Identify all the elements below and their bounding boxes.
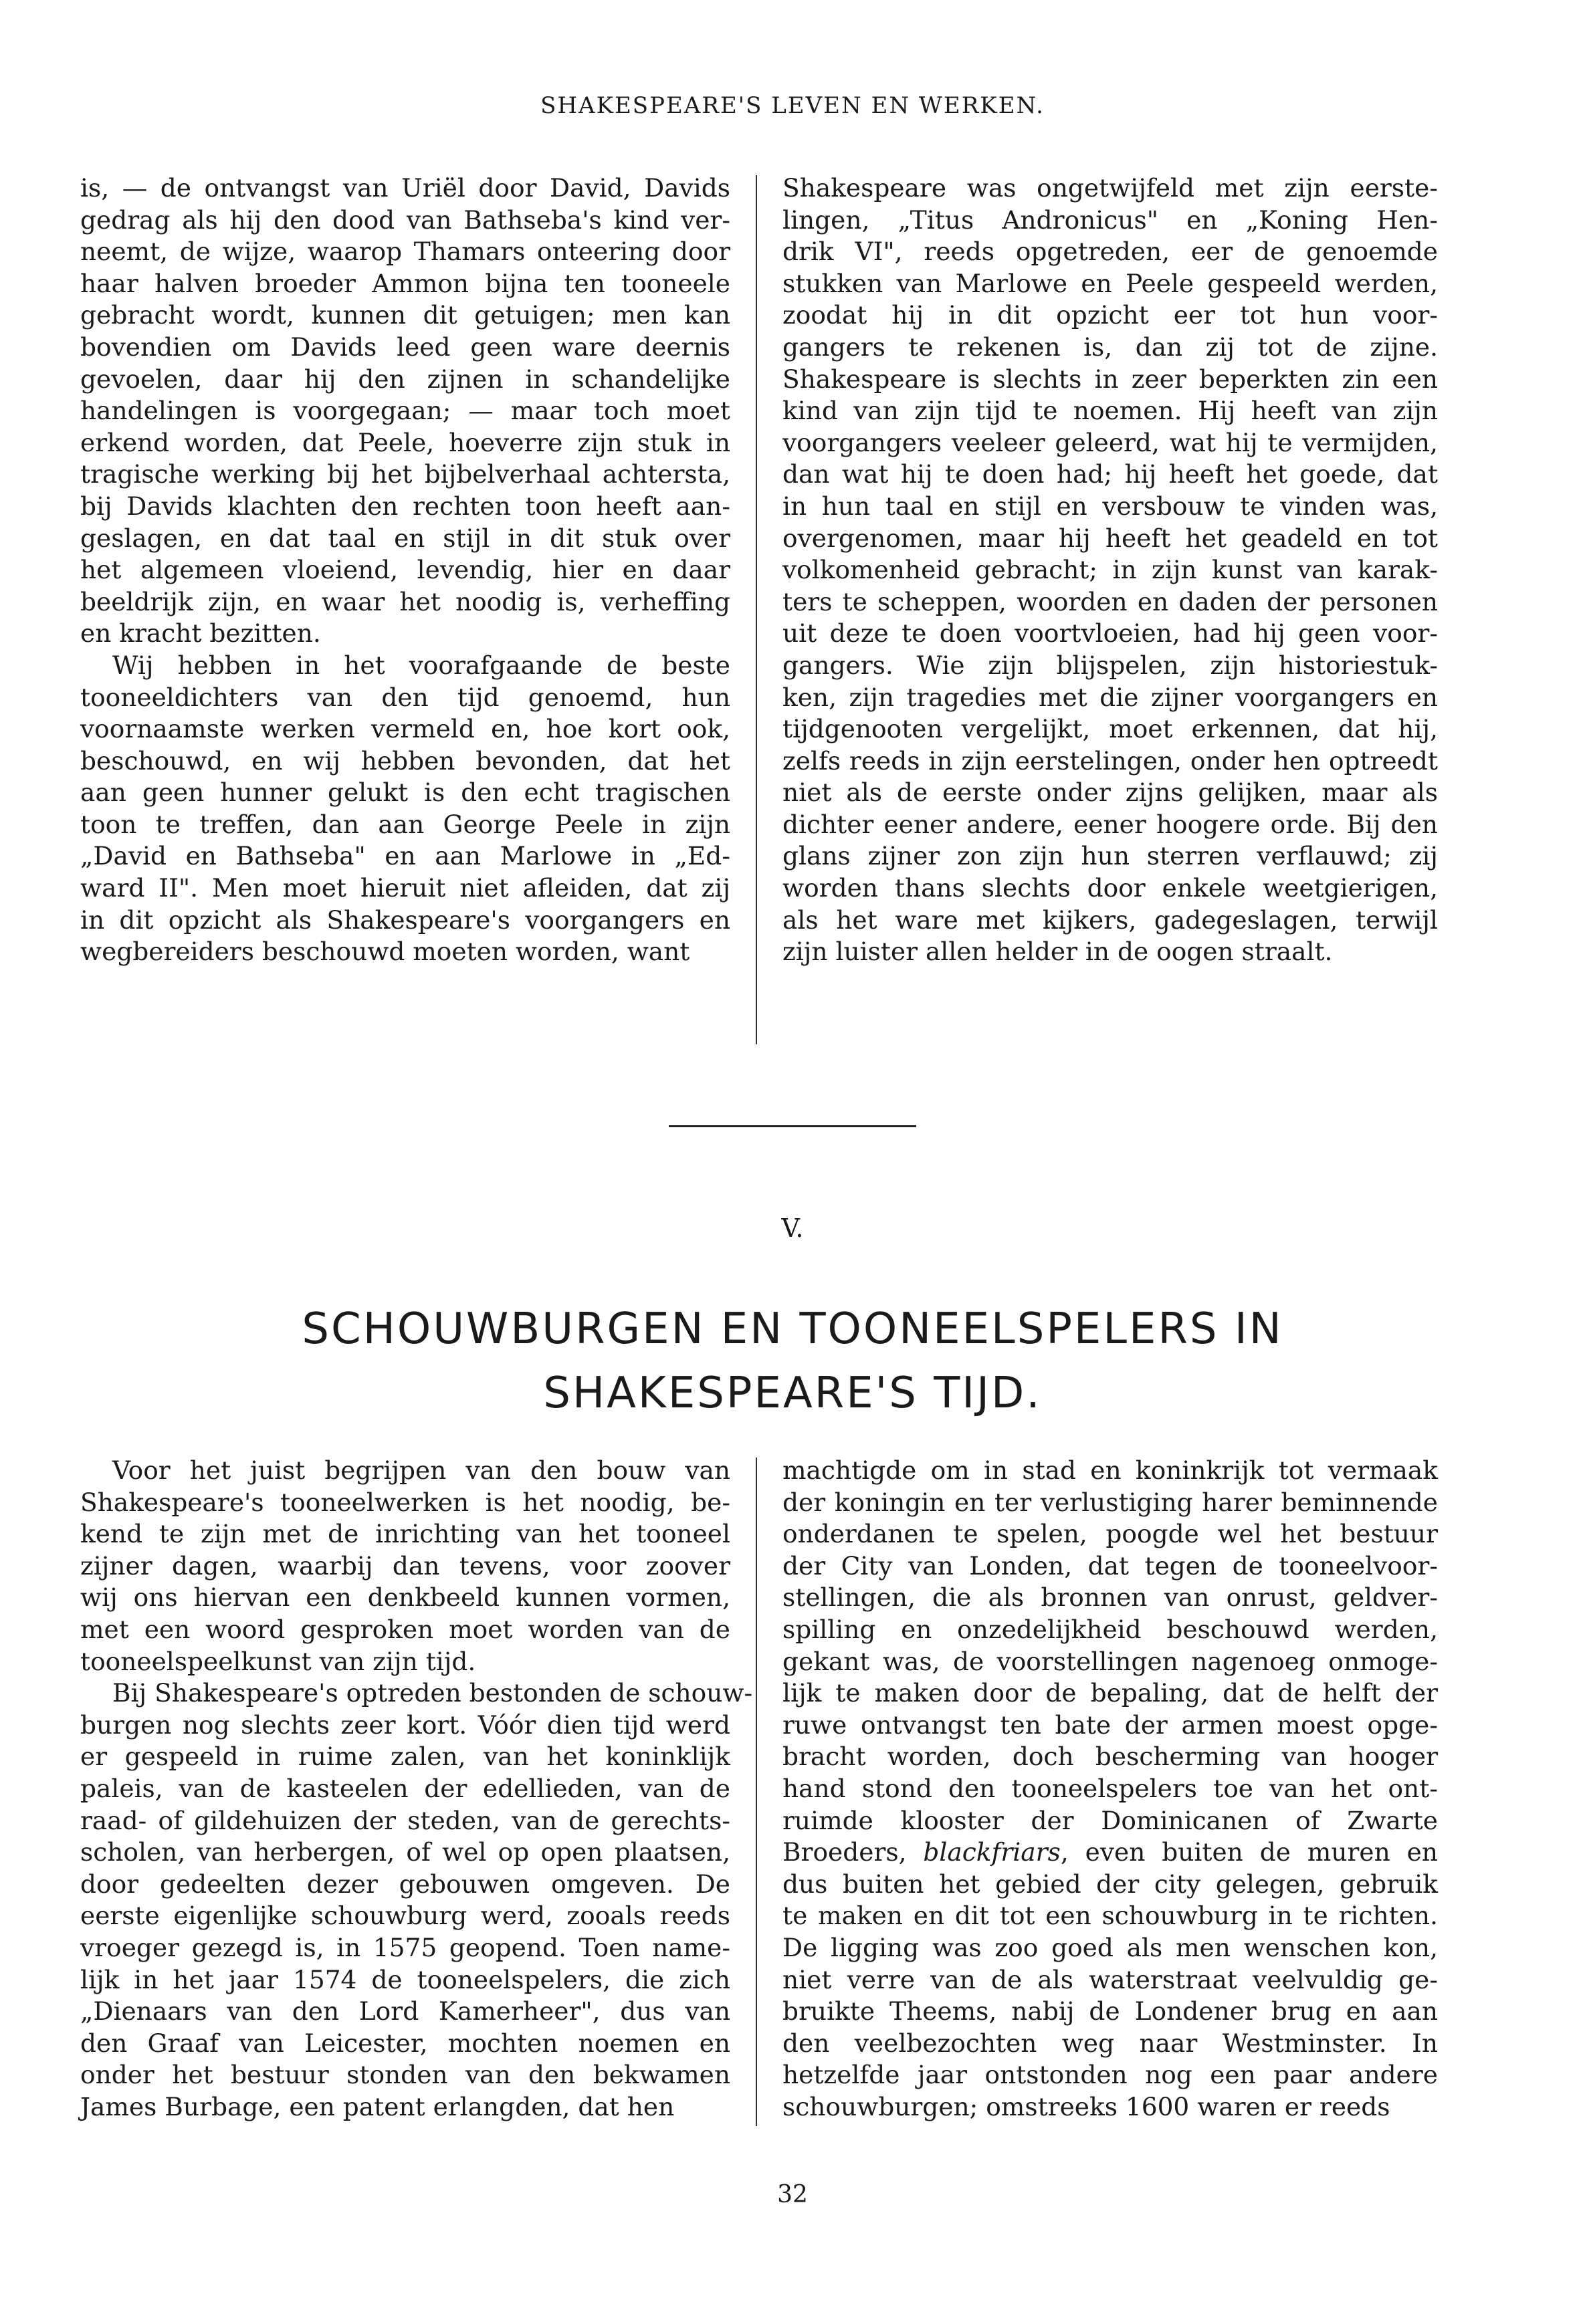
- text-line: Shakespeare's tooneelwerken is het noodig, be-: [80, 1487, 730, 1517]
- text-line: „Dienaars van den Lord Kamerheer", dus van: [80, 1996, 730, 2026]
- text-line: beeldrijk zijn, en waar het noodig is, verheffing: [80, 586, 730, 616]
- text-line: wij ons hiervan een denkbeeld kunnen vormen,: [80, 1583, 730, 1613]
- text-line: den veelbezochten weg naar Westminster. In: [782, 2028, 1438, 2058]
- text-line: den Graaf van Leicester, mochten noemen en: [80, 2028, 730, 2058]
- text-line: dus buiten het gebied der city gelegen, gebruik: [782, 1869, 1438, 1899]
- text-line: ters te scheppen, woorden en daden der personen: [782, 586, 1438, 616]
- text-line: machtigde om in stad en koninkrijk tot vermaak: [782, 1456, 1438, 1485]
- section-title-line: SHAKESPEARE'S TIJD.: [543, 1369, 1042, 1418]
- bottom-left-column: [80, 1455, 753, 2123]
- text-line: ken, zijn tragedies met die zijner voorgangers en: [782, 682, 1438, 712]
- text-line: schouwburgen; omstreeks 1600 waren er reeds: [782, 2091, 1390, 2121]
- text-line: gangers te rekenen is, dan zij tot de zijne.: [782, 332, 1438, 362]
- column-divider: [756, 1458, 757, 2126]
- text-line: tooneelspeelkunst van zijn tijd.: [80, 1646, 476, 1676]
- text-line: dichter eener andere, eener hoogere orde. Bij den: [782, 809, 1438, 839]
- text-line: der City van Londen, dat tegen de tooneelvoor-: [782, 1550, 1438, 1581]
- text-line: gangers. Wie zijn blijspelen, zijn historiestuk-: [782, 650, 1438, 680]
- text-line: Shakespeare was ongetwijfeld met zijn eerste-: [782, 173, 1438, 203]
- text-line: paleis, van de kasteelen der edellieden, van de: [80, 1773, 730, 1803]
- text-line: is, — de ontvangst van Uriël door David, Davids: [80, 173, 730, 203]
- column-divider: [756, 175, 757, 1044]
- text-line: zijner dagen, waarbij dan tevens, voor zoover: [80, 1550, 730, 1581]
- text-line: erkend worden, dat Peele, hoeverre zijn stuk in: [80, 427, 730, 457]
- text-line: Broeders, blackfriars, even buiten de muren en: [782, 1837, 1438, 1867]
- section-separator: [669, 1125, 916, 1127]
- text-line: zoodat hij in dit opzicht eer tot hun voor-: [782, 300, 1438, 330]
- text-line: wegbereiders beschouwd moeten worden, want: [80, 937, 690, 967]
- text-line: gevoelen, daar hij den zijnen in schandelijke: [80, 364, 730, 394]
- text-line: gekant was, de voorstellingen nagenoeg onmoge-: [782, 1646, 1438, 1676]
- text-line: niet als de eerste onder zijns gelijken, maar als: [782, 778, 1438, 808]
- text-line: stellingen, die als bronnen van onrust, geldver-: [782, 1583, 1438, 1613]
- section-title: [0, 1297, 1585, 1425]
- page-number: 32: [777, 2181, 808, 2208]
- text-line: onder het bestuur stonden van den bekwamen: [80, 2060, 730, 2090]
- top-left-column: [80, 172, 730, 968]
- text-line: drik VI", reeds opgetreden, eer de genoemde: [782, 237, 1438, 267]
- text-line: niet verre van de als waterstraat veelvuldig ge-: [782, 1964, 1438, 1994]
- text-line: bovendien om Davids leed geen ware deernis: [80, 332, 730, 362]
- section-number: V.: [781, 1213, 804, 1243]
- text-line: geslagen, en dat taal en stijl in dit stuk over: [80, 523, 730, 553]
- text-line: ruwe ontvangst ten bate der armen moest opge-: [782, 1710, 1438, 1740]
- text-line: voorgangers veeleer geleerd, wat hij te vermijden,: [782, 427, 1438, 457]
- text-line: haar halven broeder Ammon bijna ten tooneele: [80, 268, 730, 298]
- text-line: stukken van Marlowe en Peele gespeeld werden,: [782, 268, 1438, 298]
- text-line: kend te zijn met de inrichting van het tooneel: [80, 1519, 730, 1549]
- text-line: toon te treffen, dan aan George Peele in zijn: [80, 809, 730, 839]
- text-line: bracht worden, doch bescherming van hooger: [782, 1742, 1438, 1772]
- text-line: spilling en onzedelijkheid beschouwd werden,: [782, 1614, 1438, 1644]
- text-line: bruikte Theems, nabij de Londener brug en aan: [782, 1996, 1438, 2026]
- text-line: Wij hebben in het voorafgaande de beste: [112, 650, 730, 680]
- text-line: vroeger gezegd is, in 1575 geopend. Toen name-: [80, 1932, 730, 1962]
- text-line: onderdanen te spelen, poogde wel het bestuur: [782, 1519, 1438, 1549]
- text-line: der koningin en ter verlustiging harer beminnende: [782, 1487, 1438, 1517]
- text-line: neemt, de wijze, waarop Thamars onteering door: [80, 237, 730, 267]
- text-line: zelfs reeds in zijn eerstelingen, onder hen optreedt: [782, 745, 1438, 776]
- text-line: tijdgenooten vergelijkt, moet erkennen, dat hij,: [782, 714, 1438, 744]
- text-line: met een woord gesproken moet worden van de: [80, 1614, 730, 1644]
- text-line: in hun taal en stijl en versbouw te vinden was,: [782, 491, 1438, 521]
- text-line: dan wat hij te doen had; hij heeft het goede, dat: [782, 459, 1438, 489]
- text-line: er gespeeld in ruime zalen, van het koninklijk: [80, 1742, 730, 1772]
- text-line: volkomenheid gebracht; in zijn kunst van karak-: [782, 555, 1438, 585]
- text-line: overgenomen, maar hij heeft het geadeld en tot: [782, 523, 1438, 553]
- text-line: beschouwd, en wij hebben bevonden, dat het: [80, 745, 730, 776]
- text-line: voornaamste werken vermeld en, hoe kort ook,: [80, 714, 730, 744]
- text-line: aan geen hunner gelukt is den echt tragischen: [80, 778, 730, 808]
- text-line: kind van zijn tijd te noemen. Hij heeft van zijn: [782, 396, 1438, 426]
- text-line: raad- of gildehuizen der steden, van de gerechts-: [80, 1805, 730, 1835]
- text-line: door gedeelten dezer gebouwen omgeven. De: [80, 1869, 730, 1899]
- text-line: James Burbage, een patent erlangden, dat hen: [80, 2091, 675, 2121]
- text-line: Voor het juist begrijpen van den bouw van: [112, 1456, 730, 1485]
- text-line: zijn luister allen helder in de oogen straalt.: [782, 937, 1333, 967]
- running-head: SHAKESPEARE'S LEVEN EN WERKEN.: [540, 92, 1045, 119]
- text-line: hand stond den tooneelspelers toe van het ont-: [782, 1773, 1438, 1803]
- text-line: lingen, „Titus Andronicus" en „Koning Hen-: [782, 205, 1438, 235]
- text-line: tooneeldichters van den tijd genoemd, hun: [80, 682, 730, 712]
- top-right-column: [782, 172, 1438, 968]
- text-line: te maken en dit tot een schouwburg in te richten.: [782, 1901, 1438, 1931]
- text-line: tragische werking bij het bijbelverhaal achtersta,: [80, 459, 730, 489]
- text-line: als het ware met kijkers, gadegeslagen, terwijl: [782, 905, 1438, 935]
- text-line: lijk te maken door de bepaling, dat de helft der: [782, 1678, 1438, 1708]
- text-line: De ligging was zoo goed als men wenschen kon,: [782, 1932, 1438, 1962]
- text-line: uit deze te doen voortvloeien, had hij geen voor-: [782, 618, 1438, 649]
- text-line: en kracht bezitten.: [80, 618, 321, 649]
- text-line: in dit opzicht als Shakespeare's voorgangers en: [80, 905, 730, 935]
- text-line: burgen nog slechts zeer kort. Vóór dien tijd werd: [80, 1710, 730, 1740]
- text-line: ruimde klooster der Dominicanen of Zwarte: [782, 1805, 1438, 1835]
- section-title-line: SCHOUWBURGEN EN TOONEELSPELERS IN: [302, 1304, 1283, 1354]
- text-line: het algemeen vloeiend, levendig, hier en daar: [80, 555, 730, 585]
- text-line: lijk in het jaar 1574 de tooneelspelers, die zich: [80, 1964, 730, 1994]
- text-line: gedrag als hij den dood van Bathseba's kind ver-: [80, 205, 730, 235]
- text-line: scholen, van herbergen, of wel op open plaatsen,: [80, 1837, 730, 1867]
- text-line: ward II". Men moet hieruit niet afleiden, dat zij: [80, 873, 730, 903]
- text-line: handelingen is voorgegaan; — maar toch moet: [80, 396, 730, 426]
- text-line: Bij Shakespeare's optreden bestonden de schouw-: [112, 1678, 753, 1708]
- text-line: hetzelfde jaar ontstonden nog een paar andere: [782, 2060, 1438, 2090]
- text-line: Shakespeare is slechts in zeer beperkten zin een: [782, 364, 1438, 394]
- text-line: glans zijner zon zijn hun sterren verflauwd; zij: [782, 841, 1438, 871]
- text-line: bij Davids klachten den rechten toon heeft aan-: [80, 491, 730, 521]
- text-line: gebracht wordt, kunnen dit getuigen; men kan: [80, 300, 730, 330]
- text-line: worden thans slechts door enkele weetgierigen,: [782, 873, 1438, 903]
- text-line: eerste eigenlijke schouwburg werd, zooals reeds: [80, 1901, 730, 1931]
- bottom-right-column: [782, 1455, 1438, 2123]
- text-line: „David en Bathseba" en aan Marlowe in „Ed-: [80, 841, 730, 871]
